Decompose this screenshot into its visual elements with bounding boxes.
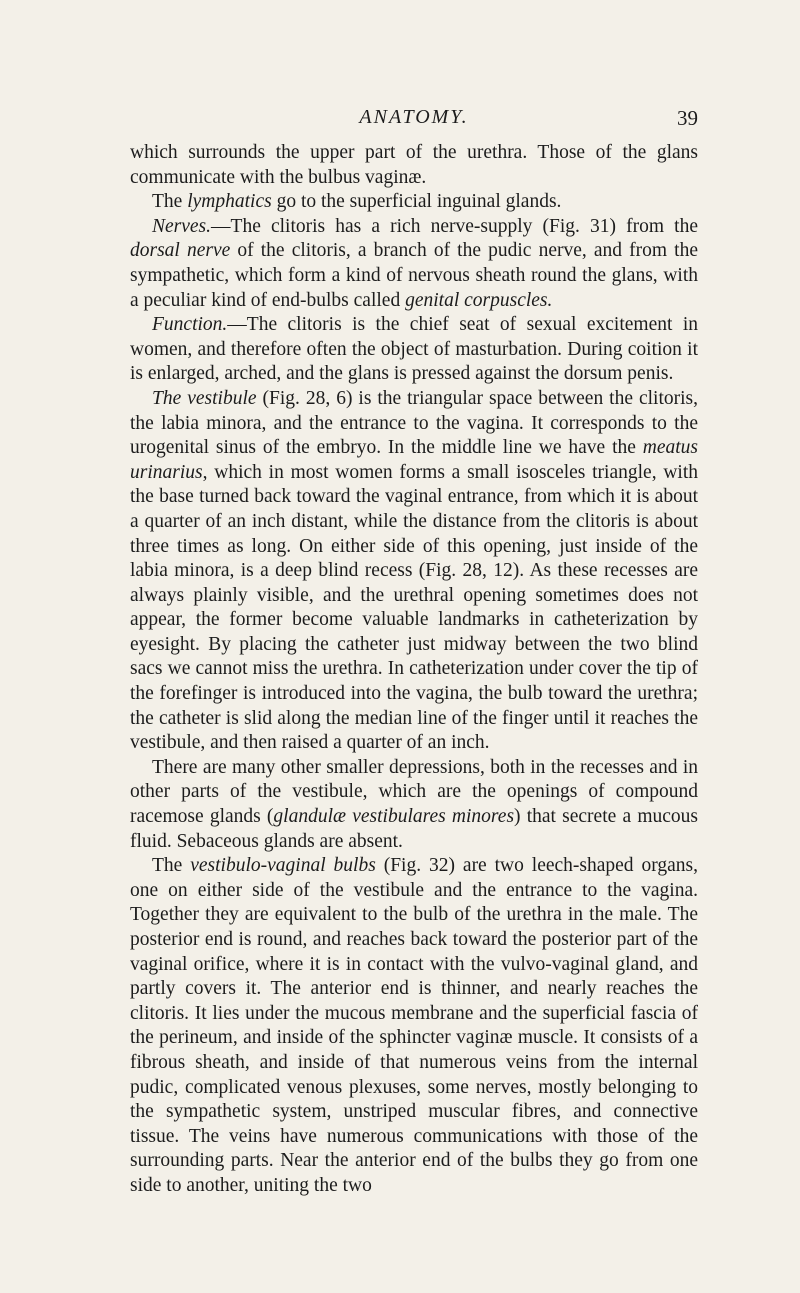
paragraph: [130, 756, 698, 854]
italic-text: genital corpuscles.: [405, 289, 553, 311]
text-run: —The clitoris has a rich nerve-supply (Fig. 31) from the: [211, 215, 698, 237]
paragraph: [130, 215, 698, 313]
italic-text: Nerves.: [152, 215, 212, 237]
paragraph: [130, 387, 698, 756]
italic-text: lymphatics: [187, 191, 272, 213]
paragraph: [130, 190, 698, 215]
text-run: of the clitoris, a branch of the pudic nerve, and from the sympathetic, which form a kind of nervous sheath round the glans, with a peculiar kind of end-bulbs called: [130, 240, 698, 311]
italic-text: meatus urinarius: [130, 437, 698, 483]
text-run: ) that secrete a mucous fluid. Sebaceous glands are absent.: [130, 806, 698, 852]
text-run: go to the superficial inguinal glands.: [271, 191, 562, 213]
text-run: (Fig. 32) are two leech-shaped organs, one on either side of the vestibule and the entrance to the vagina. Together they are equivalent to the bulb of the urethra in the male. The posterior end is round, and reaches back toward the posterior part of the vaginal orifice, where it is in contact with the vulvo-vaginal gland, and partly covers it. The anterior end is thinner, and nearly reaches the clitoris. It lies under the mucous membrane and the superficial fascia of the perineum, and inside of the sphincter vaginæ muscle. It consists of a fibrous sheath, and inside of that numerous veins from the internal pudic, complicated venous plexuses, some nerves, mostly belonging to the sympathetic system, unstriped muscular fibres, and connective tissue. The veins have numerous communications with those of the surrounding parts. Near the anterior end of the bulbs they go from one side to another, uniting the two: [130, 855, 698, 1196]
italic-text: vestibulo-vaginal bulbs: [190, 855, 376, 877]
text-run: —The clitoris is the chief seat of sexual excitement in women, and therefore often the object of masturbation. During coition it is enlarged, arched, and the glans is pressed against the dorsum penis.: [130, 314, 698, 385]
page-number: 39: [677, 106, 698, 130]
paragraph: [130, 141, 698, 190]
running-title: ANATOMY.: [359, 106, 469, 128]
paragraph: [130, 854, 698, 1198]
text-run: , which in most women forms a small isosceles triangle, with the base turned back toward the vaginal entrance, from which it is about a quarter of an inch distant, while the distance from the clitoris is about three times as long. On either side of this opening, just inside of the labia minora, is a deep blind recess (Fig. 28, 12). As these recesses are always plainly visible, and the urethral opening sometimes does not appear, the former become valuable landmarks in catheterization by eyesight. By placing the catheter just midway between the two blind sacs we cannot miss the urethra. In catheterization under cover the tip of the forefinger is introduced into the vagina, the bulb toward the urethra; the catheter is slid along the median line of the finger until it reaches the vestibule, and then raised a quarter of an inch.: [130, 461, 698, 754]
text-run: There are many other smaller depressions, both in the recesses and in other parts of the vestibule, which are the openings of compound racemose glands (: [130, 756, 698, 828]
italic-text: The vestibule: [152, 387, 257, 409]
body-text: [130, 141, 698, 1199]
running-header: [130, 106, 698, 136]
text-run: (Fig. 28, 6) is the triangular space between the clitoris, the labia minora, and the entrance to the vagina. It corresponds to the urogenital sinus of the embryo. In the middle line we have the: [130, 387, 698, 459]
italic-text: glandulæ vestibulares minores: [273, 806, 515, 828]
text-run: which surrounds the upper part of the urethra. Those of the glans communicate with the bulbus vaginæ.: [130, 142, 698, 188]
text-run: The: [152, 855, 191, 877]
italic-text: Function.: [152, 314, 228, 336]
text-run: The: [152, 191, 188, 213]
italic-text: dorsal nerve: [130, 240, 231, 262]
paragraph: [130, 313, 698, 387]
